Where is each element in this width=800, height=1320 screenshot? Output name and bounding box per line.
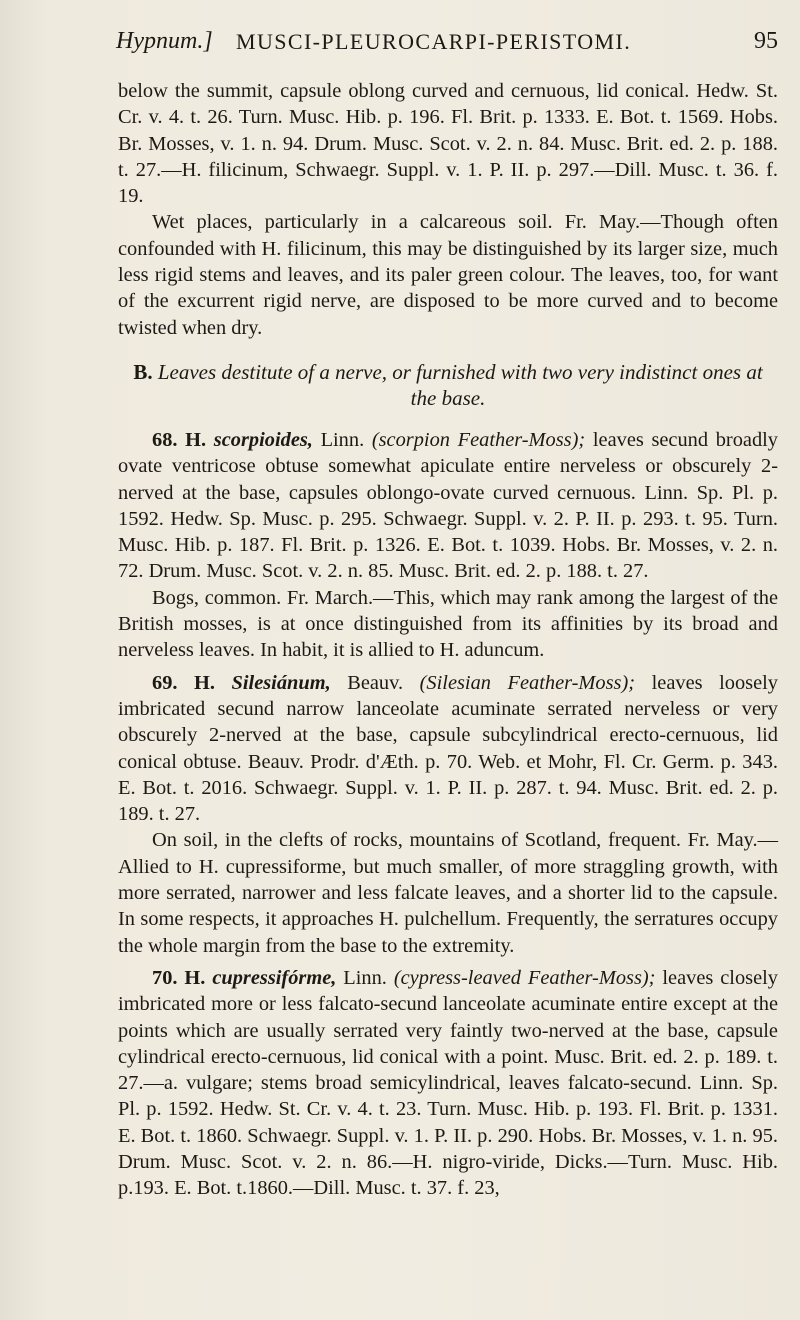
species-entry [118,965,778,1202]
entry-common-name: (cypress-leaved Feather-Moss); [393,966,656,989]
entry-number: 68. [152,428,178,451]
section-letter: B. [133,359,153,384]
entry-species: cupressifórme, [212,966,337,989]
section-title: Leaves destitute of a nerve, or furnished with two very indistinct ones at the base. [157,359,763,410]
entry-text: leaves loosely imbricated secund narrow lanceolate acuminate serrated nerveless or very obscurely 2-nerved at the base, capsule subcylindrical erecto-cernuous, lid conical obtuse. Beauv. Prodr. d'Æth. p. 70. Web. et Mohr, Fl. Cr. Germ. p. 343. E. Bot. t. 2016. Schwaegr. Suppl. v. 1. P. II. p. 287. t. 94. Musc. Brit. ed. 2. p. 189. t. 27. [118,671,778,826]
intro-habitat: Wet places, particularly in a calcareous soil. Fr. May.—Though often confounded with H. filicinum, this may be distinguished by its larger size, much less rigid stems and leaves, and its paler green colour. The leaves, too, for want of the excurrent rigid nerve, are disposed to be more curved and to become twisted when dry. [118,211,778,339]
entry-number: 69. [152,671,178,694]
entry-author: Linn. [320,428,365,451]
page-number: 95 [754,28,778,54]
entry-author: Linn. [343,966,387,989]
entry-text: leaves closely imbricated more or less falcato-secund lanceolate acuminate entire except at the points which are usually serrated very faintly two-nerved at the base, capsule cylindrical erecto-cernuous, lid conical with a point. Musc. Brit. ed. 2. p. 189. t. 27.—a. vulgare; stems broad semicylindrical, leaves falcato-secund. Linn. Sp. Pl. p. 1592. Hedw. St. Cr. v. 4. t. 23. Turn. Musc. Hib. p. 193. Fl. Brit. p. 1331. E. Bot. t. 1860. Schwaegr. Suppl. v. 1. P. II. p. 290. Hobs. Br. Mosses, v. 1. n. 95. Drum. Musc. Scot. v. 2. n. 86.—H. nigro-viride, Dicks.—Turn. Musc. Hib. p.193. E. Bot. t.1860.—Dill. Musc. t. 37. f. 23, [118,966,779,1200]
entry-author: Beauv. [347,671,404,694]
entry-genus: H. [185,428,207,451]
entry-common-name: (scorpion Feather-Moss); [371,428,586,451]
entry-genus: H. [194,671,215,694]
entry-species: scorpioides, [213,428,313,451]
intro-continuation: below the summit, capsule oblong curved and cernuous, lid conical. Hedw. St. Cr. v. 4. t. 26. Turn. Musc. Hib. p. 196. Fl. Brit. p. 1333. E. Bot. t. 1569. Hobs. Br. Mosses, v. 1. n. 94. Drum. Musc. Scot. v. 2. n. 84. Musc. Brit. ed. 2. p. 188. t. 27.—H. filicinum, Schwaegr. Suppl. v. 1. P. II. p. 297.—Dill. Musc. t. 36. f. 19. [118,80,778,208]
entry-description [118,965,778,1202]
running-header [116,28,778,64]
entry-text: leaves secund broadly ovate ventricose obtuse somewhat apiculate entire nerveless or obscurely 2-nerved at the base, capsules oblongo-ovate curved cernuous. Linn. Sp. Pl. p. 1592. Hedw. Sp. Musc. p. 295. Schwaegr. Suppl. v. 2. P. II. p. 293. t. 95. Turn. Musc. Hib. p. 187. Fl. Brit. p. 1326. E. Bot. t. 1039. Hobs. Br. Mosses, v. 2. n. 72. Drum. Musc. Scot. v. 2. n. 85. Musc. Brit. ed. 2. p. 188. t. 27. [118,428,779,583]
entry-description [118,670,778,828]
page-body [118,78,778,1202]
entry-description [118,427,778,585]
species-entry [118,670,778,959]
header-genus: Hypnum.] [116,28,213,54]
section-heading [118,359,778,411]
species-entry [118,427,778,664]
entry-habitat: Bogs, common. Fr. March.—This, which may rank among the largest of the British mosses, is at once distinguished from its affinities by its broad and nerveless leaves. In habit, it is allied to H. aduncum. [118,586,778,662]
entry-species: Silesiánum, [231,671,331,694]
header-title: MUSCI-PLEUROCARPI-PERISTOMI. [236,29,632,54]
entry-genus: H. [184,966,206,989]
entry-number: 70. [152,966,178,989]
entry-common-name: (Silesian Feather-Moss); [419,671,636,694]
entry-habitat: On soil, in the clefts of rocks, mountains of Scotland, frequent. Fr. May.—Allied to H. cupressiforme, but much smaller, of more straggling growth, with more serrated, narrower and less falcate leaves, and a shorter lid to the capsule. In some respects, it approaches H. pulchellum. Frequently, the serratures occupy the whole margin from the base to the extremity. [118,829,778,957]
